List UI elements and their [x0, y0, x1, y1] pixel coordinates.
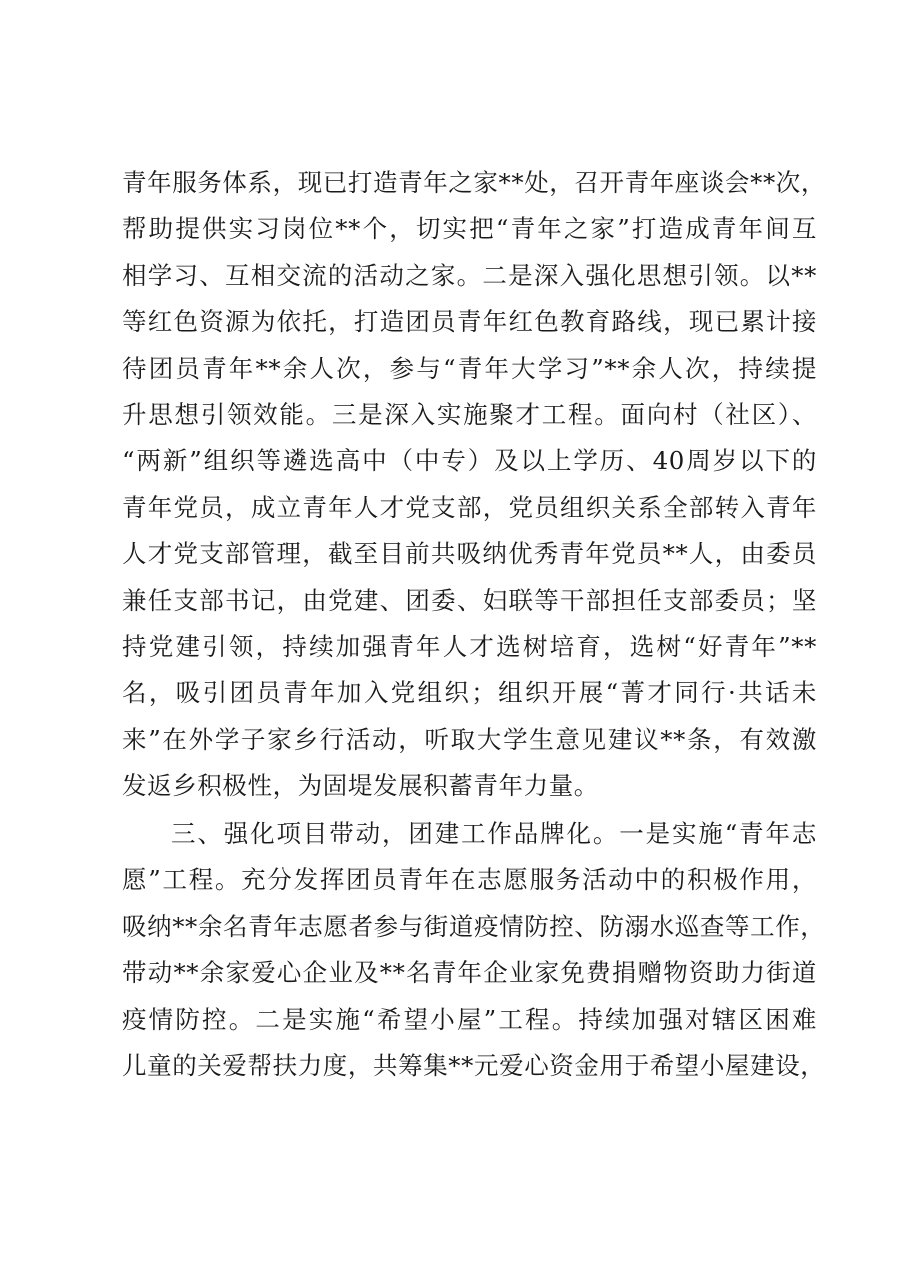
text-line: “两新”组织等遴选高中（中专）及以上学历、40周岁以下的	[122, 446, 817, 476]
text-line: 持党建引领，持续加强青年人才选树培育，选树“好青年”**	[122, 631, 817, 661]
paragraph-section-three	[122, 811, 826, 1089]
text-line: 人才党支部管理，截至目前共吸纳优秀青年党员**人，由委员	[122, 539, 818, 569]
text-line: 等红色资源为依托，打造团员青年红色教育路线，现已累计接	[122, 307, 817, 337]
text-line: 名，吸引团员青年加入党组织；组织开展“菁才同行·共话未	[122, 678, 817, 708]
text-line: 相学习、互相交流的活动之家。二是深入强化思想引领。以**	[122, 260, 817, 290]
paragraph-continuation	[122, 160, 826, 809]
text-line: 待团员青年**余人次，参与“青年大学习”**余人次，持续提	[122, 353, 817, 383]
text-line: 愿”工程。充分发挥团员青年在志愿服务活动中的积极作用，	[122, 865, 817, 895]
text-line: 带动**余家爱心企业及**名青年企业家免费捐赠物资助力街道	[122, 958, 817, 988]
text-line: 青年党员，成立青年人才党支部，党员组织关系全部转入青年	[122, 492, 817, 522]
text-line: 儿童的关爱帮扶力度，共筹集**元爱心资金用于希望小屋建设，	[122, 1050, 826, 1080]
text-line: 吸纳**余名青年志愿者参与街道疫情防控、防溺水巡查等工作，	[122, 911, 826, 941]
text-line: 疫情防控。二是实施“希望小屋”工程。持续加强对辖区困难	[122, 1004, 817, 1034]
text-line: 来”在外学子家乡行活动，听取大学生意见建议**条，有效激	[122, 724, 817, 754]
text-line: 升思想引领效能。三是深入实施聚才工程。面向村（社区）、	[122, 399, 817, 429]
text-line: 兼任支部书记，由党建、团委、妇联等干部担任支部委员；坚	[122, 585, 817, 615]
text-line: 帮助提供实习岗位**个，切实把“青年之家”打造成青年间互	[122, 214, 817, 244]
section-heading-line: 三、强化项目带动，团建工作品牌化。一是实施“青年志	[171, 819, 817, 848]
text-line: 发返乡积极性，为固堤发展积蓄青年力量。	[122, 771, 599, 801]
text-line: 青年服务体系，现已打造青年之家**处，召开青年座谈会**次，	[122, 168, 826, 197]
